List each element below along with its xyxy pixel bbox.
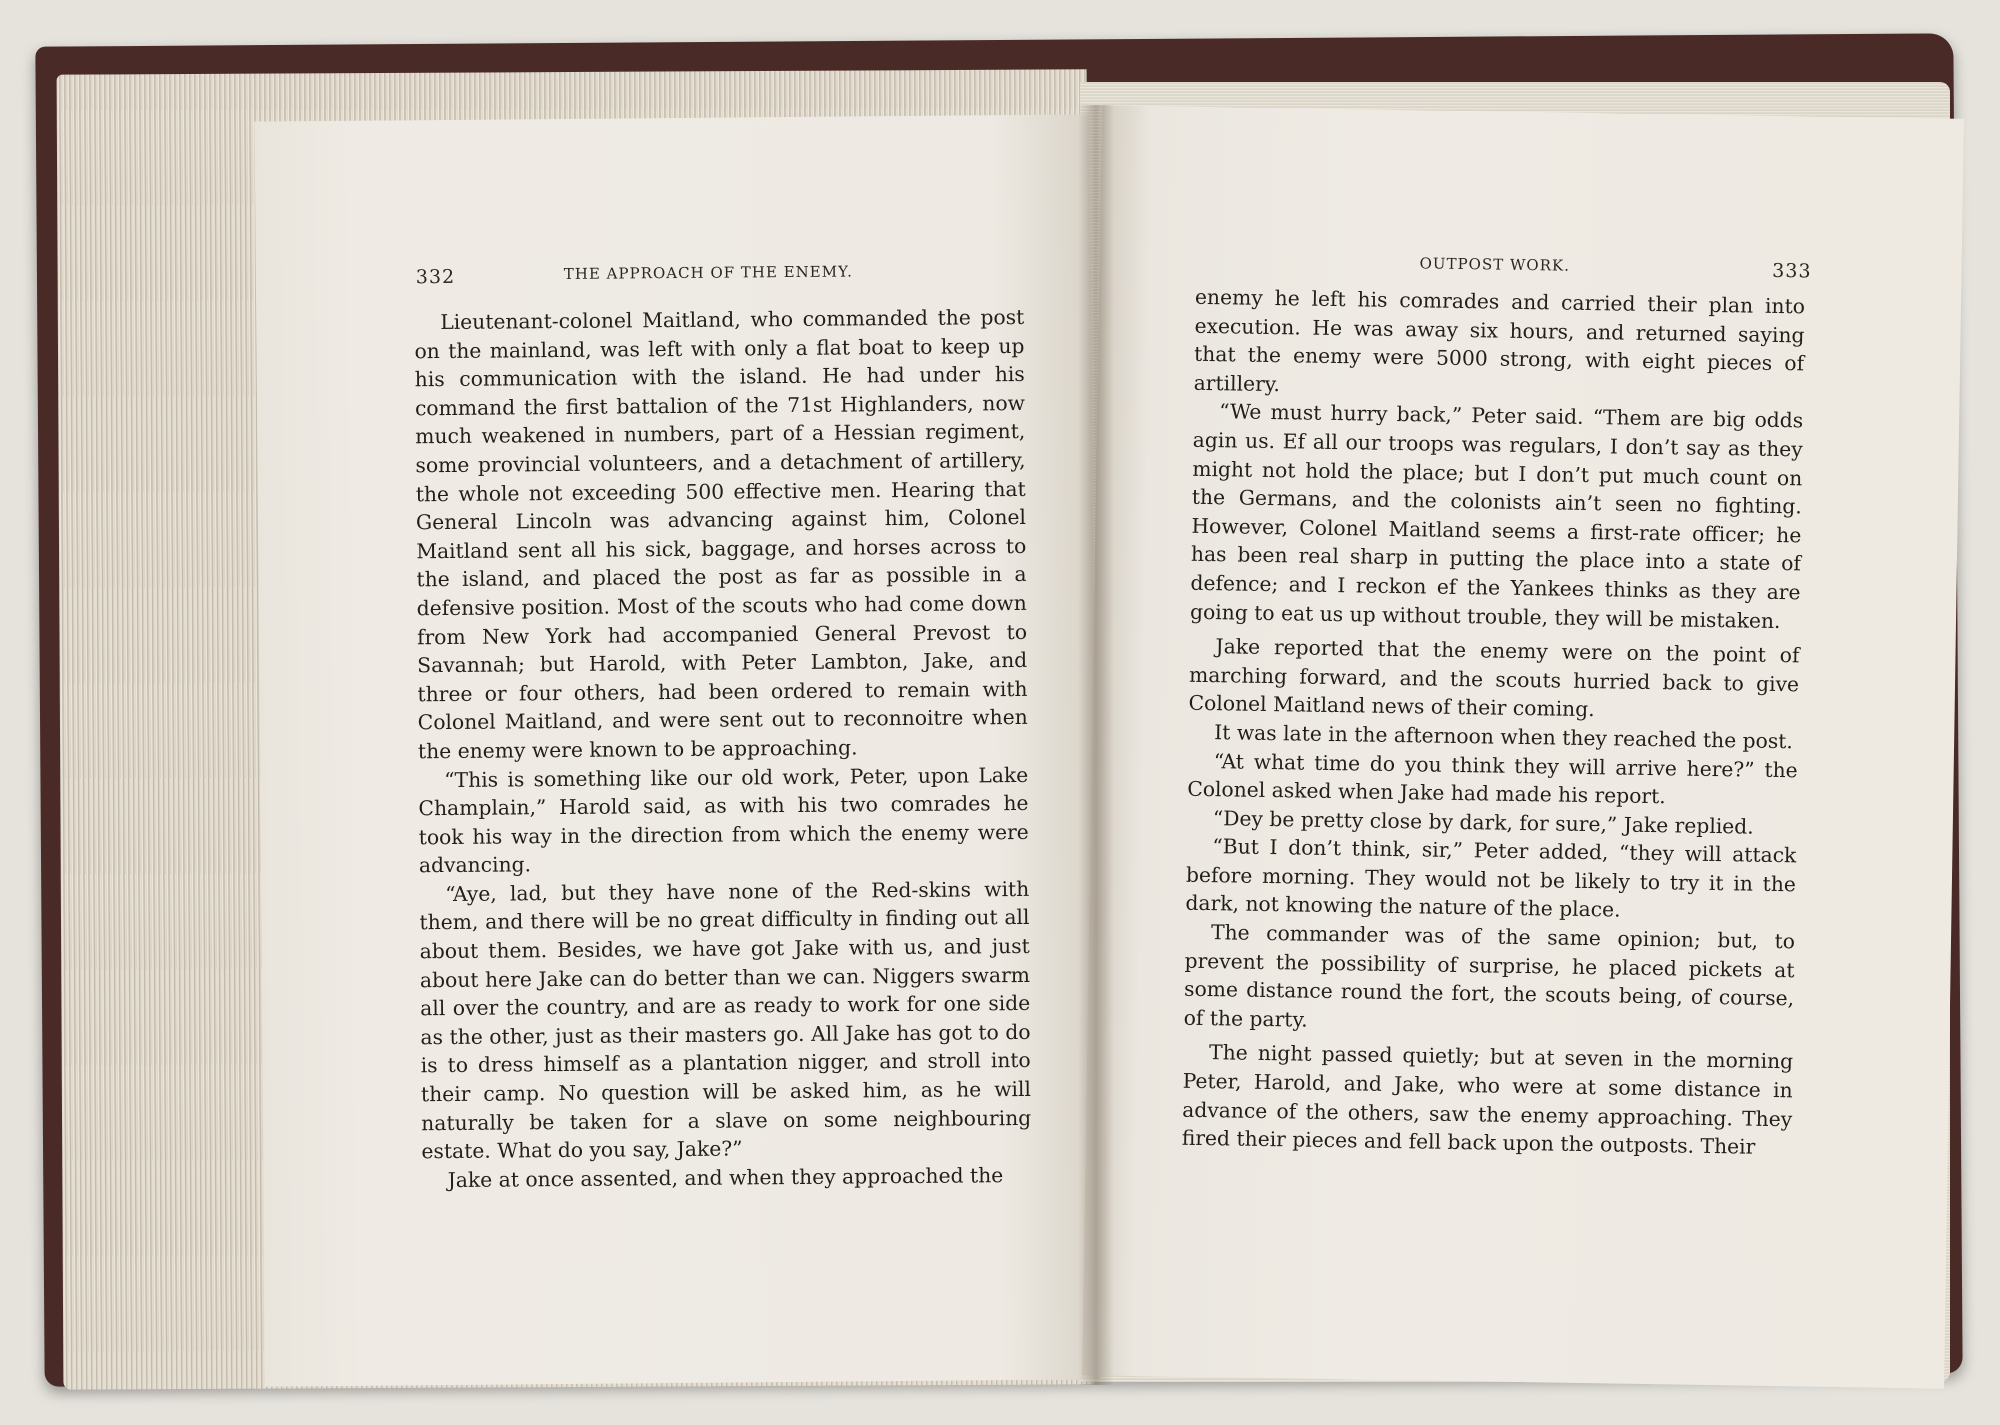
book-gutter xyxy=(1078,105,1114,1385)
paragraph: “Dey be pretty close by dark, for sure,” Jake replied. xyxy=(1212,805,1754,839)
paragraph: Lieutenant-colonel Maitland, who commanded the post on the mainland, was left with only a flat boat to keep up his communication with the island. He had under his command the first battalion of the 71st Highlanders, now much weakened in numbers, part of a Hessian regiment, some provincial volunteers, and a detachment of artillery, the whole not exceeding 500 effective men. Hearing that General Lincoln was advancing against him, Colonel Maitland sent all his sick, baggage, and horses across to the island, and placed the post as far as possible in a defensive position. Most of the scouts who had come down from New York had accompanied General Prevost to Savannah; but Harold, with Peter Lambton, Jake, and three or four others, had been ordered to remain with Colonel Maitland, and were sent out to reconnoitre when the enemy were known to be approaching. xyxy=(414,304,1028,764)
left-page-number: 332 xyxy=(415,265,456,289)
paragraph: “We must hurry back,” Peter said. “Them are big odds agin us. Ef all our troops was regulars, I don’t say as they might not hold the place; but I don’t put much count on the Germans, and the colonists ain’t seen no fighting. However, Colonel Maitland seems a first-rate officer; he has been real sharp in putting the place into a state of defence; and I reckon ef the Yankees thinks as they are going to eat us up without trouble, they will be mistaken. xyxy=(1189,399,1804,633)
left-running-title: THE APPROACH OF THE ENEMY. xyxy=(563,262,853,283)
right-page xyxy=(1082,105,1964,1388)
paragraph: “Aye, lad, but they have none of the Red-skins with them, and there will be no great difficulty in finding out all about them. Besides, we have got Jake with us, and just about here Jake can do better than we can. Niggers swarm all over the country, and are as ready to work for one side as the other, just as their masters go. All Jake has got to do is to dress himself as a plantation nigger, and stroll into their camp. No question will be asked him, as he will naturally be taken for a slave on some neighbouring estate. What do you say, Jake?” xyxy=(419,876,1032,1164)
paragraph: It was late in the afternoon when they reached the post. xyxy=(1214,720,1794,754)
paragraph: Jake reported that the enemy were on the point of marching forward, and the scouts hurried back to give Colonel Maitland news of their coming. xyxy=(1188,634,1800,722)
paragraph: “But I don’t think, sir,” Peter added, “they will attack before morning. They would not be likely to try it in the dark, not knowing the nature of the place. xyxy=(1185,834,1797,923)
paragraph: Jake at once assented, and when they approached the xyxy=(447,1162,1004,1192)
paragraph: “This is something like our old work, Peter, upon Lake Champlain,” Harold said, as with his two comrades he took his way in the direction from which the enemy were advancing. xyxy=(418,762,1029,878)
right-running-title: OUTPOST WORK. xyxy=(1419,254,1571,275)
paragraph: The night passed quietly; but at seven in the morning Peter, Harold, and Jake, who were at some distance in advance of the others, saw the enemy approaching. They fired their pieces and fell back upon the outposts. Their xyxy=(1181,1040,1794,1159)
right-page-text xyxy=(1182,283,1806,1162)
left-page-text xyxy=(414,303,1032,1195)
right-running-head xyxy=(1100,249,1962,283)
left-running-head xyxy=(256,260,1091,289)
paragraph: enemy he left his comrades and carried their plan into execution. He was away six hours, and returned saying that the enemy were 5000 strong, with eight pieces of artillery. xyxy=(1193,284,1806,396)
right-page-number: 333 xyxy=(1772,259,1812,283)
paragraph: The commander was of the same opinion; but, to prevent the possibility of surprise, he placed pickets at some distance round the fort, the scouts being, of course, of the party. xyxy=(1183,920,1796,1032)
left-page xyxy=(254,114,1100,1386)
paragraph: “At what time do you think they will arrive here?” the Colonel asked when Jake had made his report. xyxy=(1187,748,1798,809)
